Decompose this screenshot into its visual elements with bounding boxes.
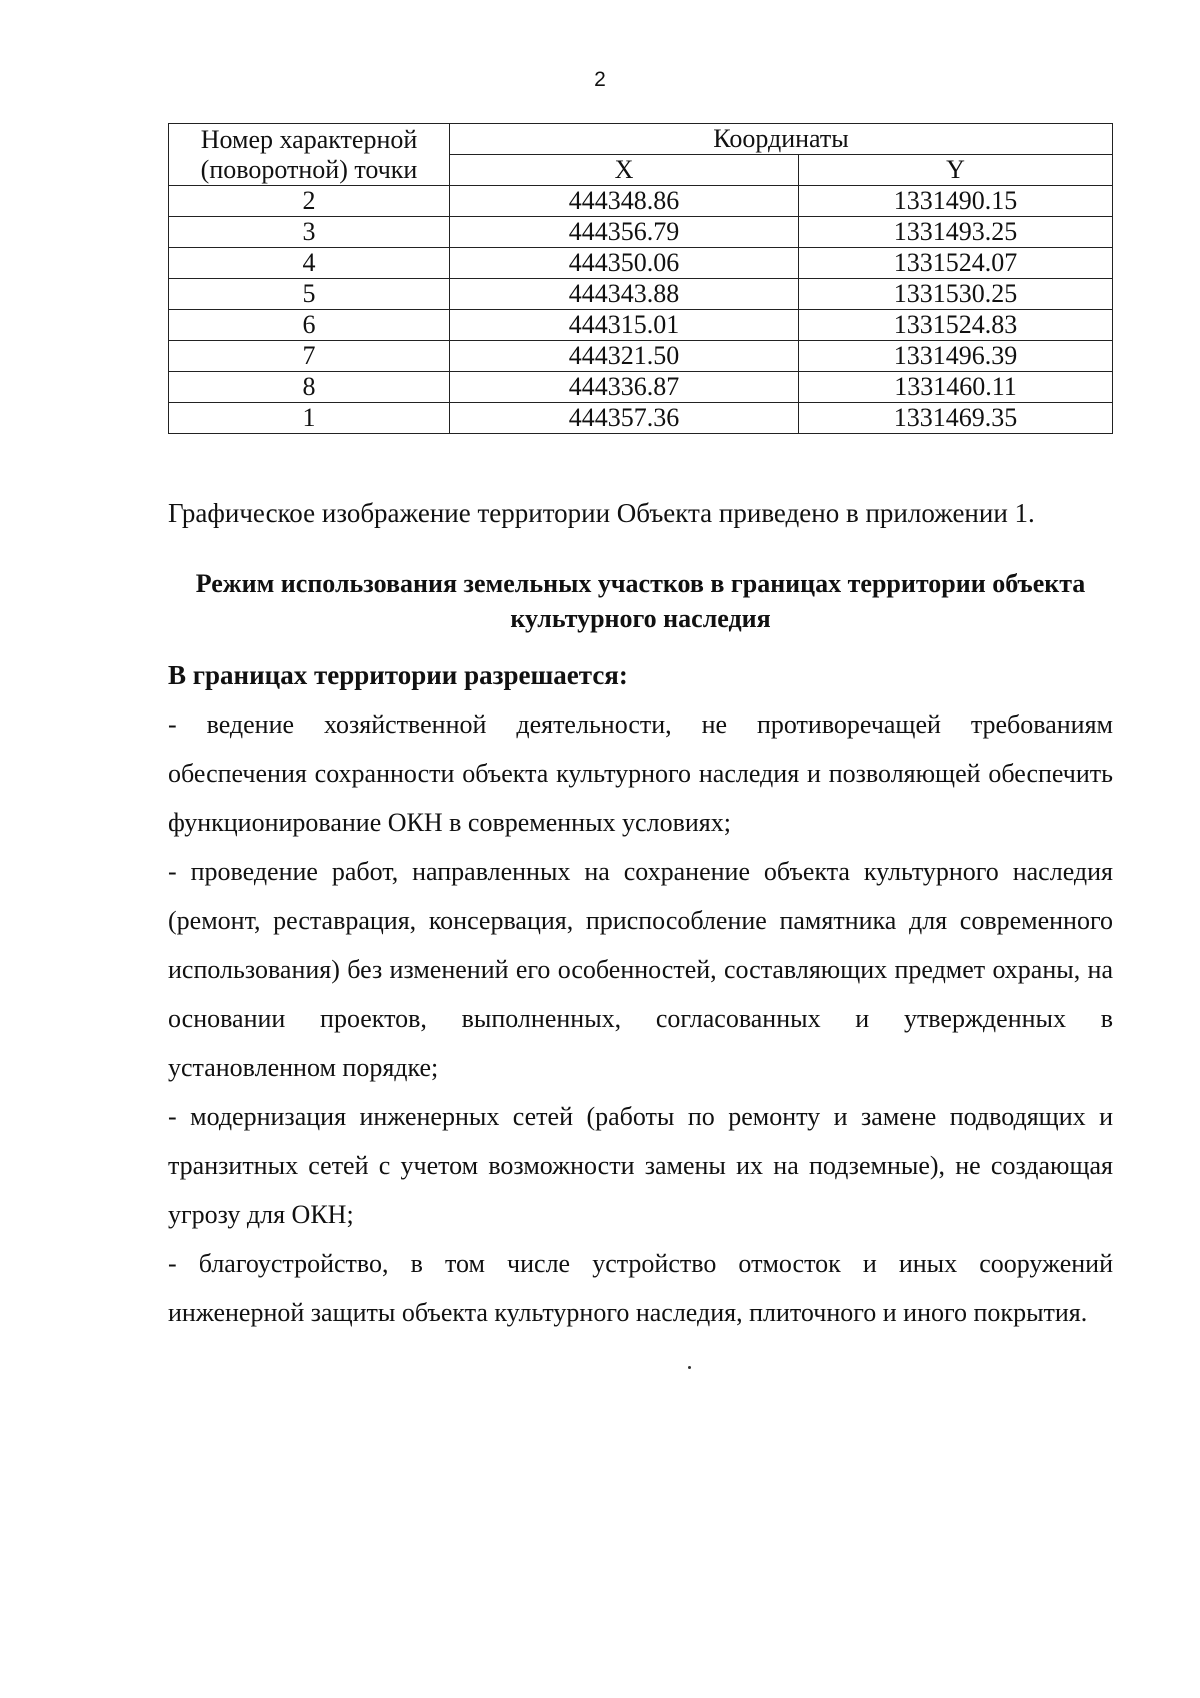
header-y: Y xyxy=(799,155,1113,186)
coordinates-table xyxy=(168,123,1113,434)
list-item: - проведение работ, направленных на сохранение объекта культурного наследия (ремонт, реставрация, консервация, приспособление памятника для современного использования) без изменений его особенностей, составляющих предмет охраны, на основании проектов, выполненных, согласованных и утвержденных в установленном порядке; xyxy=(168,857,1113,1082)
x-coordinate-cell: 444357.36 xyxy=(450,403,799,434)
x-coordinate-cell: 444356.79 xyxy=(450,217,799,248)
point-number-cell: 7 xyxy=(169,341,450,372)
list-item: - ведение хозяйственной деятельности, не противоречащей требованиям обеспечения сохранности объекта культурного наследия и позволяющей обеспечить функционирование ОКН в современных условиях; xyxy=(168,710,1113,837)
point-number-cell: 5 xyxy=(169,279,450,310)
y-coordinate-cell: 1331490.15 xyxy=(799,186,1113,217)
x-coordinate-cell: 444348.86 xyxy=(450,186,799,217)
x-coordinate-cell: 444321.50 xyxy=(450,341,799,372)
point-number-cell: 8 xyxy=(169,372,450,403)
y-coordinate-cell: 1331493.25 xyxy=(799,217,1113,248)
scan-speck xyxy=(688,1366,691,1369)
page-number: 2 xyxy=(594,68,606,91)
point-number-cell: 2 xyxy=(169,186,450,217)
y-coordinate-cell: 1331469.35 xyxy=(799,403,1113,434)
figure-reference-caption: Графическое изображение территории Объекта приведено в приложении 1. xyxy=(168,498,1035,528)
table-row xyxy=(169,341,1113,372)
y-coordinate-cell: 1331524.07 xyxy=(799,248,1113,279)
point-number-cell: 4 xyxy=(169,248,450,279)
header-x: X xyxy=(450,155,799,186)
allowed-activities-heading: В границах территории разрешается: xyxy=(168,660,628,690)
y-coordinate-cell: 1331460.11 xyxy=(799,372,1113,403)
table-row xyxy=(169,217,1113,248)
header-coordinates: Координаты xyxy=(450,124,1113,155)
table-row xyxy=(169,186,1113,217)
list-item: - модернизация инженерных сетей (работы по ремонту и замене подводящих и транзитных сетей с учетом возможности замены их на подземные), не создающая угрозу для ОКН; xyxy=(168,1102,1113,1229)
x-coordinate-cell: 444315.01 xyxy=(450,310,799,341)
allowed-activities-list xyxy=(168,700,1113,1337)
point-number-cell: 3 xyxy=(169,217,450,248)
table-row xyxy=(169,372,1113,403)
y-coordinate-cell: 1331530.25 xyxy=(799,279,1113,310)
table-row xyxy=(169,403,1113,434)
point-number-cell: 1 xyxy=(169,403,450,434)
x-coordinate-cell: 444343.88 xyxy=(450,279,799,310)
y-coordinate-cell: 1331524.83 xyxy=(799,310,1113,341)
point-number-cell: 6 xyxy=(169,310,450,341)
list-item: - благоустройство, в том числе устройство отмосток и иных сооружений инженерной защиты объекта культурного наследия, плиточного и иного покрытия. xyxy=(168,1249,1113,1327)
table-row xyxy=(169,310,1113,341)
section-title: Режим использования земельных участков в границах территории объекта культурного наследия xyxy=(195,569,1086,633)
table-row xyxy=(169,279,1113,310)
y-coordinate-cell: 1331496.39 xyxy=(799,341,1113,372)
x-coordinate-cell: 444336.87 xyxy=(450,372,799,403)
x-coordinate-cell: 444350.06 xyxy=(450,248,799,279)
header-point-number: Номер характерной (поворотной) точки xyxy=(169,124,450,186)
table-row xyxy=(169,248,1113,279)
